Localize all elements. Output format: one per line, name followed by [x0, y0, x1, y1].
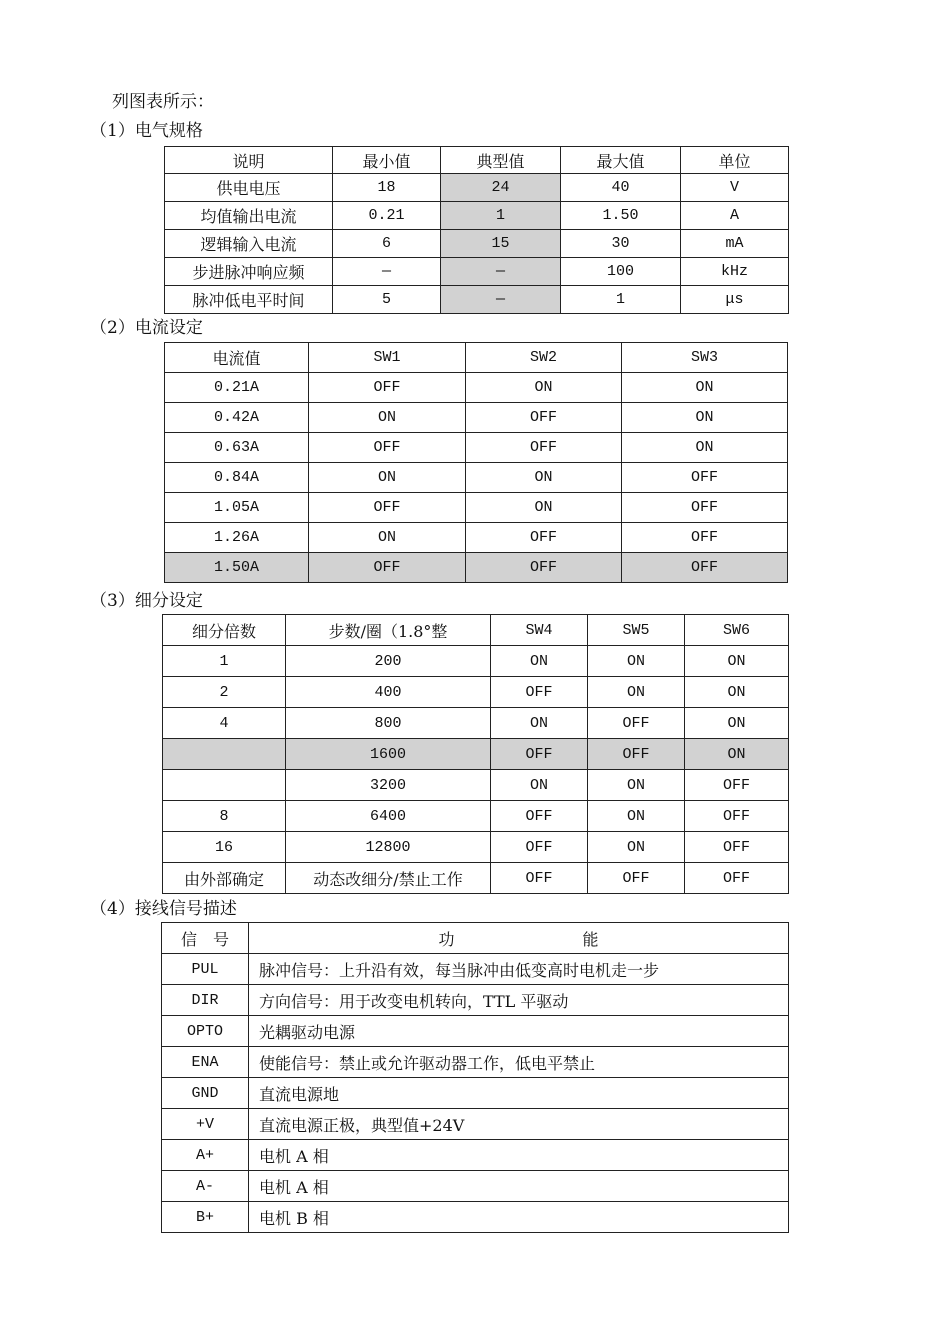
table-cell: μs: [681, 286, 789, 314]
table-cell: OFF: [622, 523, 788, 553]
table-row: [163, 677, 789, 708]
table-cell: ON: [685, 739, 789, 770]
signal-name: DIR: [162, 985, 249, 1016]
table-cell: OFF: [622, 553, 788, 583]
table-cell: 1.50A: [165, 553, 309, 583]
table-cell: 1: [163, 646, 286, 677]
table-cell: 脉冲低电平时间: [165, 286, 333, 314]
table-row: [163, 832, 789, 863]
table-cell: 800: [286, 708, 491, 739]
table-cell: OFF: [491, 739, 588, 770]
table-cell: OFF: [588, 739, 685, 770]
table-cell: 1: [441, 202, 561, 230]
table-cell: ON: [466, 493, 622, 523]
table-cell: OFF: [491, 801, 588, 832]
table-header-row: [165, 147, 789, 174]
signal-name: ENA: [162, 1047, 249, 1078]
header-cell: 单位: [681, 147, 789, 174]
table-cell: OFF: [466, 403, 622, 433]
electrical-spec-table: [164, 146, 789, 314]
table-cell: OFF: [491, 832, 588, 863]
table-cell: ON: [622, 403, 788, 433]
section3-title: （3）细分设定: [90, 591, 203, 611]
table-cell: OFF: [588, 863, 685, 894]
table-cell: OFF: [309, 493, 466, 523]
table-cell: [163, 739, 286, 770]
table-cell: ON: [491, 708, 588, 739]
table-cell: 4: [163, 708, 286, 739]
table-header-row: [163, 615, 789, 646]
signal-function: 光耦驱动电源: [249, 1016, 789, 1047]
table-cell: OFF: [622, 463, 788, 493]
signal-name: A-: [162, 1171, 249, 1202]
table-cell: ON: [309, 463, 466, 493]
header-cell: SW4: [491, 615, 588, 646]
table-cell: ON: [685, 646, 789, 677]
table-cell: 8: [163, 801, 286, 832]
table-cell: A: [681, 202, 789, 230]
table-cell: 均值输出电流: [165, 202, 333, 230]
table-row: [165, 433, 788, 463]
table-row: [163, 801, 789, 832]
table-row: [165, 403, 788, 433]
table-cell: mA: [681, 230, 789, 258]
table-row: [165, 174, 789, 202]
table-cell: ON: [588, 677, 685, 708]
table-row: [165, 553, 788, 583]
header-cell: 最小值: [333, 147, 441, 174]
signal-name: +V: [162, 1109, 249, 1140]
table-cell: 动态改细分/禁止工作: [286, 863, 491, 894]
table-cell: 3200: [286, 770, 491, 801]
table-cell: 16: [163, 832, 286, 863]
header-cell: 典型值: [441, 147, 561, 174]
table-cell: 1.05A: [165, 493, 309, 523]
header-cell: 信 号: [162, 923, 249, 954]
table-row: [163, 739, 789, 770]
table-cell: ON: [588, 770, 685, 801]
table-cell: ON: [491, 646, 588, 677]
table-cell: 步进脉冲响应频: [165, 258, 333, 286]
table-cell: 200: [286, 646, 491, 677]
table-row: [165, 286, 789, 314]
table-cell: OFF: [466, 433, 622, 463]
header-cell: SW3: [622, 343, 788, 373]
table-cell: OFF: [685, 863, 789, 894]
table-cell: OFF: [588, 708, 685, 739]
table-cell: 6: [333, 230, 441, 258]
table-row: [163, 646, 789, 677]
table-cell: 18: [333, 174, 441, 202]
table-cell: ON: [588, 801, 685, 832]
table-row: [162, 954, 789, 985]
table-cell: 6400: [286, 801, 491, 832]
table-row: [163, 708, 789, 739]
table-cell: —: [441, 286, 561, 314]
table-cell: ON: [466, 463, 622, 493]
table-cell: 100: [561, 258, 681, 286]
table-cell: ON: [622, 433, 788, 463]
table-cell: 400: [286, 677, 491, 708]
table-row: [165, 202, 789, 230]
table-cell: 15: [441, 230, 561, 258]
table-row: [162, 1109, 789, 1140]
table-cell: 0.84A: [165, 463, 309, 493]
table-row: [165, 523, 788, 553]
table-row: [165, 493, 788, 523]
table-cell: OFF: [622, 493, 788, 523]
table-cell: 40: [561, 174, 681, 202]
table-cell: ON: [622, 373, 788, 403]
table-row: [162, 1078, 789, 1109]
signal-function: 方向信号：用于改变电机转向，TTL 平驱动: [249, 985, 789, 1016]
table-cell: OFF: [466, 523, 622, 553]
table-cell: OFF: [685, 770, 789, 801]
table-cell: OFF: [309, 553, 466, 583]
current-setting-table: [164, 342, 788, 583]
signal-function: 直流电源地: [249, 1078, 789, 1109]
table-cell: 0.21: [333, 202, 441, 230]
table-cell: 30: [561, 230, 681, 258]
table-row: [165, 230, 789, 258]
table-cell: ON: [588, 646, 685, 677]
table-cell: OFF: [491, 863, 588, 894]
table-row: [162, 1171, 789, 1202]
table-cell: OFF: [309, 433, 466, 463]
table-row: [162, 1140, 789, 1171]
signal-table: [161, 922, 789, 1233]
header-cell: 电流值: [165, 343, 309, 373]
table-cell: ON: [588, 832, 685, 863]
section1-title: （1）电气规格: [90, 121, 203, 141]
table-row: [165, 258, 789, 286]
signal-function: 使能信号：禁止或允许驱动器工作，低电平禁止: [249, 1047, 789, 1078]
table-row: [163, 863, 789, 894]
table-row: [162, 1016, 789, 1047]
signal-function: 电机 A 相: [249, 1140, 789, 1171]
table-cell: [163, 770, 286, 801]
signal-name: GND: [162, 1078, 249, 1109]
signal-name: PUL: [162, 954, 249, 985]
signal-function: 电机 A 相: [249, 1171, 789, 1202]
table-cell: OFF: [685, 801, 789, 832]
table-cell: ON: [309, 403, 466, 433]
table-row: [165, 463, 788, 493]
table-cell: kHz: [681, 258, 789, 286]
signal-name: B+: [162, 1202, 249, 1233]
table-cell: 1600: [286, 739, 491, 770]
header-cell: SW6: [685, 615, 789, 646]
table-cell: OFF: [466, 553, 622, 583]
table-cell: 0.63A: [165, 433, 309, 463]
signal-function: 脉冲信号：上升沿有效，每当脉冲由低变高时电机走一步: [249, 954, 789, 985]
table-cell: ON: [466, 373, 622, 403]
table-header-row: [165, 343, 788, 373]
header-cell: SW1: [309, 343, 466, 373]
signal-function: 直流电源正极，典型值+24V: [249, 1109, 789, 1140]
signal-name: OPTO: [162, 1016, 249, 1047]
table-cell: 0.42A: [165, 403, 309, 433]
table-row: [165, 373, 788, 403]
table-cell: OFF: [309, 373, 466, 403]
table-cell: 24: [441, 174, 561, 202]
header-cell: 细分倍数: [163, 615, 286, 646]
table-cell: ON: [685, 677, 789, 708]
table-cell: —: [441, 258, 561, 286]
header-cell: 说明: [165, 147, 333, 174]
header-cell: SW5: [588, 615, 685, 646]
table-cell: V: [681, 174, 789, 202]
header-cell: 功 能: [249, 923, 789, 954]
section4-title: （4）接线信号描述: [90, 899, 237, 919]
header-cell: 最大值: [561, 147, 681, 174]
table-cell: 2: [163, 677, 286, 708]
header-cell: 步数/圈（1.8°整: [286, 615, 491, 646]
table-cell: 0.21A: [165, 373, 309, 403]
table-cell: 1.50: [561, 202, 681, 230]
table-cell: ON: [685, 708, 789, 739]
table-cell: —: [333, 258, 441, 286]
signal-function: 电机 B 相: [249, 1202, 789, 1233]
header-cell: SW2: [466, 343, 622, 373]
table-cell: 1: [561, 286, 681, 314]
microstep-table: [162, 614, 789, 894]
table-cell: OFF: [685, 832, 789, 863]
table-cell: ON: [491, 770, 588, 801]
table-row: [163, 770, 789, 801]
table-row: [162, 1202, 789, 1233]
section2-title: （2）电流设定: [90, 318, 203, 338]
table-cell: OFF: [491, 677, 588, 708]
table-cell: 由外部确定: [163, 863, 286, 894]
table-header-row: [162, 923, 789, 954]
table-cell: 供电电压: [165, 174, 333, 202]
table-cell: 逻辑输入电流: [165, 230, 333, 258]
table-cell: 5: [333, 286, 441, 314]
table-cell: 1.26A: [165, 523, 309, 553]
table-row: [162, 985, 789, 1016]
signal-name: A+: [162, 1140, 249, 1171]
table-row: [162, 1047, 789, 1078]
intro-text: 列图表所示：: [112, 92, 214, 112]
table-cell: ON: [309, 523, 466, 553]
table-cell: 12800: [286, 832, 491, 863]
